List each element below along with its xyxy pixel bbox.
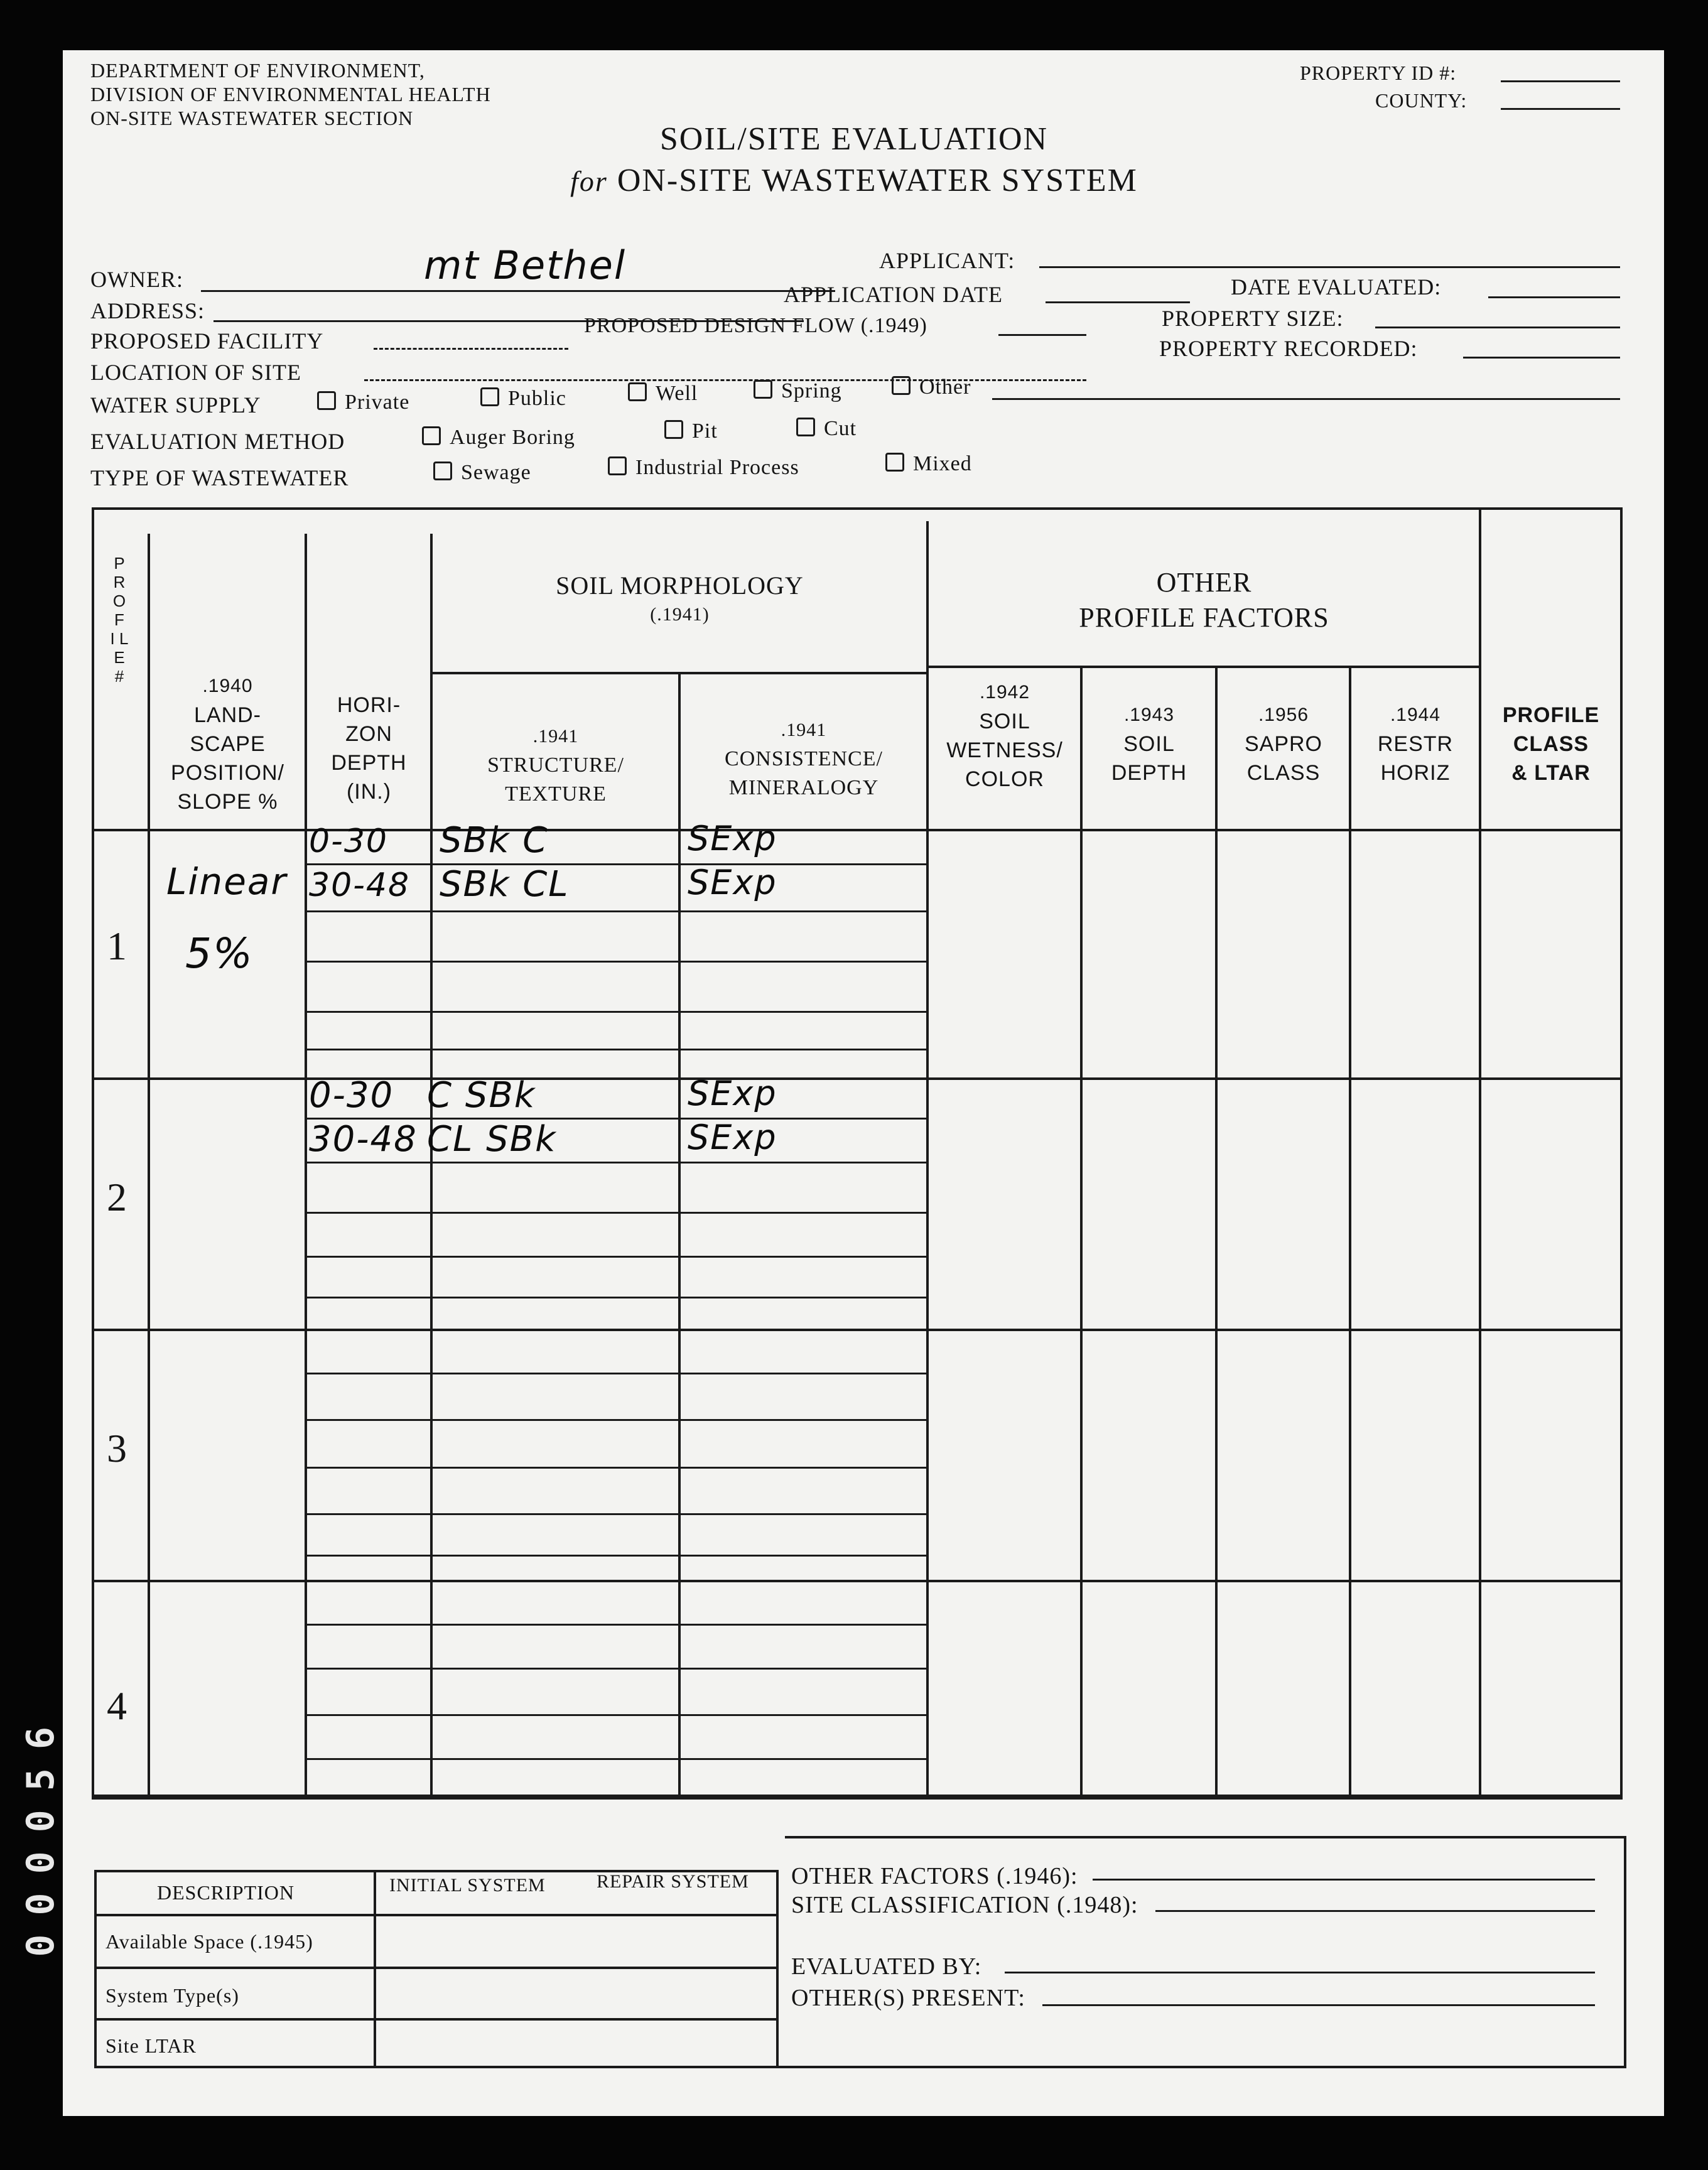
horizon-row-line bbox=[305, 1297, 926, 1298]
restr-horiz-header: .1944 RESTR HORIZ bbox=[1377, 704, 1454, 785]
soil-morphology-header: SOIL MORPHOLOGY (.1941) bbox=[556, 571, 804, 625]
table-right-border bbox=[1620, 507, 1623, 1797]
profile-number: 3 bbox=[107, 1426, 127, 1471]
address-label: ADDRESS: bbox=[90, 298, 205, 323]
table-top-border bbox=[92, 507, 1623, 510]
date-evaluated-field[interactable] bbox=[1488, 296, 1620, 298]
header-sub-line bbox=[926, 666, 1479, 668]
col-line bbox=[1215, 666, 1218, 1797]
method-cut[interactable]: Cut bbox=[796, 417, 857, 441]
owner-value: mt Bethel bbox=[424, 242, 627, 288]
system-type-label: System Type(s) bbox=[105, 1984, 239, 2007]
checkbox-icon bbox=[480, 387, 499, 406]
profile-1-row-2-structure: SBk CL bbox=[440, 864, 570, 905]
other-factors-label: OTHER FACTORS (.1946): bbox=[791, 1863, 1078, 1889]
checkbox-icon bbox=[664, 420, 683, 439]
profile-1-row-1-consistence: SExp bbox=[688, 819, 777, 858]
horizon-row-line bbox=[305, 1624, 926, 1626]
property-recorded-label: PROPERTY RECORDED: bbox=[1159, 336, 1418, 361]
water-supply-spring[interactable]: Spring bbox=[754, 379, 842, 403]
checkbox-icon bbox=[754, 380, 772, 399]
section-line: ON-SITE WASTEWATER SECTION bbox=[90, 107, 414, 129]
application-date-label: APPLICATION DATE bbox=[784, 282, 1003, 307]
checkbox-icon bbox=[317, 391, 336, 410]
owner-field[interactable] bbox=[201, 290, 835, 292]
horizon-row-line bbox=[305, 1758, 926, 1760]
col-line bbox=[305, 534, 307, 1797]
design-flow-field[interactable] bbox=[998, 334, 1086, 336]
property-id-field[interactable] bbox=[1501, 80, 1620, 82]
horizon-row-line bbox=[305, 1668, 926, 1670]
profile-1-landscape: Linear bbox=[166, 860, 288, 903]
checkbox-icon bbox=[422, 426, 441, 445]
col-line bbox=[148, 534, 150, 1797]
checkbox-icon bbox=[628, 382, 647, 401]
table-left-border bbox=[92, 507, 94, 1797]
profile-separator bbox=[92, 1329, 1623, 1331]
other-profile-factors-header: OTHER PROFILE FACTORS bbox=[1079, 567, 1329, 633]
wastewater-industrial[interactable]: Industrial Process bbox=[608, 456, 799, 480]
header-sub-line bbox=[430, 672, 926, 674]
subtitle-for: for bbox=[570, 165, 608, 197]
initial-system-header: INITIAL SYSTEM bbox=[389, 1875, 546, 1896]
summary-line bbox=[94, 1914, 779, 1916]
wastewater-sewage[interactable]: Sewage bbox=[433, 461, 531, 485]
water-supply-private[interactable]: Private bbox=[317, 391, 409, 414]
form-page bbox=[63, 50, 1664, 2116]
profile-separator bbox=[92, 1580, 1623, 1582]
county-field[interactable] bbox=[1501, 108, 1620, 110]
evaluated-by-field[interactable] bbox=[1005, 1972, 1595, 1973]
others-present-field[interactable] bbox=[1042, 2004, 1595, 2006]
col-line bbox=[1349, 666, 1351, 1797]
profile-2-row-2-structure: CL SBk bbox=[427, 1119, 557, 1160]
col-line bbox=[1479, 509, 1481, 1797]
summary-line bbox=[374, 1870, 376, 2067]
col-line bbox=[926, 521, 929, 1797]
form-title: SOIL/SITE EVALUATION bbox=[659, 121, 1049, 157]
checkbox-icon bbox=[608, 456, 627, 475]
summary-line bbox=[1624, 1836, 1626, 2066]
profile-number: 2 bbox=[107, 1175, 127, 1219]
property-size-label: PROPERTY SIZE: bbox=[1162, 306, 1344, 331]
horizon-row-line bbox=[305, 1513, 926, 1515]
method-pit[interactable]: Pit bbox=[664, 419, 718, 443]
profile-2-row-1-depth: 0-30 bbox=[309, 1075, 394, 1116]
horizon-depth-header: HORI- ZON DEPTH (IN.) bbox=[331, 693, 407, 804]
water-supply-other[interactable]: Other bbox=[892, 375, 971, 399]
profile-2-row-2-depth: 30-48 bbox=[309, 1119, 418, 1160]
evaluated-by-label: EVALUATED BY: bbox=[791, 1953, 982, 1980]
checkbox-icon bbox=[892, 376, 911, 395]
profile-1-row-2-depth: 30-48 bbox=[309, 866, 411, 904]
location-label: LOCATION OF SITE bbox=[90, 360, 301, 385]
repair-system-header: REPAIR SYSTEM bbox=[597, 1871, 749, 1892]
owner-label: OWNER: bbox=[90, 267, 183, 292]
horizon-row-line bbox=[305, 961, 926, 963]
sapro-class-header: .1956 SAPRO CLASS bbox=[1244, 704, 1323, 785]
profile-header: P R O F I L E # bbox=[110, 554, 129, 686]
water-supply-other-field[interactable] bbox=[992, 398, 1620, 400]
checkbox-icon bbox=[433, 462, 452, 480]
county-label: COUNTY: bbox=[1375, 89, 1467, 112]
available-space-label: Available Space (.1945) bbox=[105, 1930, 313, 1953]
horizon-row-line bbox=[305, 1256, 926, 1258]
summary-line bbox=[785, 1836, 1626, 1838]
profile-1-row-1-depth: 0-30 bbox=[309, 823, 389, 860]
landscape-header: .1940 LAND- SCAPE POSITION/ SLOPE % bbox=[171, 676, 284, 814]
location-field[interactable] bbox=[364, 379, 1086, 381]
profile-class-header: PROFILE CLASS & LTAR bbox=[1502, 703, 1600, 785]
profile-number: 4 bbox=[107, 1683, 127, 1728]
summary-line bbox=[94, 2066, 779, 2068]
col-line bbox=[1080, 666, 1083, 1797]
summary-line bbox=[94, 1870, 97, 2067]
method-auger-boring[interactable]: Auger Boring bbox=[422, 426, 575, 450]
form-subtitle bbox=[414, 162, 1294, 199]
summary-line bbox=[94, 1967, 779, 1969]
col-line bbox=[678, 672, 681, 1797]
col-line bbox=[430, 534, 433, 1797]
profile-2-row-2-consistence: SExp bbox=[688, 1118, 777, 1157]
wastewater-mixed[interactable]: Mixed bbox=[885, 452, 972, 476]
department-line: DEPARTMENT OF ENVIRONMENT, bbox=[90, 59, 425, 82]
profile-1-row-2-consistence: SExp bbox=[688, 863, 777, 902]
description-header: DESCRIPTION bbox=[157, 1881, 295, 1904]
others-present-label: OTHER(S) PRESENT: bbox=[791, 1985, 1025, 2011]
profile-1-row-1-structure: SBk C bbox=[440, 820, 549, 861]
water-supply-label: WATER SUPPLY bbox=[90, 392, 261, 418]
date-evaluated-label: DATE EVALUATED: bbox=[1231, 274, 1442, 300]
profile-number: 1 bbox=[107, 924, 127, 968]
design-flow-label: PROPOSED DESIGN FLOW (.1949) bbox=[584, 314, 927, 337]
margin-stamp: 000056 bbox=[19, 1708, 63, 1957]
other-factors-field[interactable] bbox=[1093, 1879, 1595, 1881]
property-id-label: PROPERTY ID #: bbox=[1300, 62, 1457, 84]
site-classification-label: SITE CLASSIFICATION (.1948): bbox=[791, 1892, 1138, 1918]
wastewater-type-label: TYPE OF WASTEWATER bbox=[90, 465, 349, 490]
horizon-row-line bbox=[305, 910, 926, 912]
applicant-label: APPLICANT: bbox=[879, 248, 1015, 273]
horizon-row-line bbox=[305, 1419, 926, 1421]
property-size-field[interactable] bbox=[1375, 327, 1620, 328]
structure-texture-header: .1941 STRUCTURE/ TEXTURE bbox=[487, 726, 624, 806]
summary-line bbox=[776, 1870, 779, 2067]
site-classification-field[interactable] bbox=[1155, 1910, 1595, 1912]
horizon-row-line bbox=[305, 1467, 926, 1469]
subtitle-main: ON-SITE WASTEWATER SYSTEM bbox=[617, 163, 1138, 198]
horizon-row-line bbox=[305, 1555, 926, 1557]
proposed-facility-label: PROPOSED FACILITY bbox=[90, 328, 324, 354]
horizon-row-line bbox=[305, 1011, 926, 1013]
proposed-facility-field[interactable] bbox=[374, 348, 568, 350]
table-bottom-border bbox=[92, 1795, 1623, 1800]
horizon-row-line bbox=[305, 1714, 926, 1716]
water-supply-well[interactable]: Well bbox=[628, 382, 698, 406]
profile-2-row-1-consistence: SExp bbox=[688, 1074, 777, 1113]
site-ltar-label: Site LTAR bbox=[105, 2034, 197, 2057]
soil-wetness-header: .1942 SOIL WETNESS/ COLOR bbox=[946, 682, 1063, 791]
summary-line bbox=[776, 2066, 1626, 2068]
profile-1-slope: 5% bbox=[185, 929, 254, 978]
water-supply-public[interactable]: Public bbox=[480, 387, 566, 411]
profile-2-row-1-structure: C SBk bbox=[427, 1075, 536, 1116]
property-recorded-field[interactable] bbox=[1463, 357, 1620, 359]
checkbox-icon bbox=[885, 453, 904, 472]
summary-line bbox=[94, 2018, 779, 2021]
application-date-field[interactable] bbox=[1046, 301, 1190, 303]
division-line: DIVISION OF ENVIRONMENTAL HEALTH bbox=[90, 83, 491, 105]
horizon-row-line bbox=[305, 1162, 926, 1163]
applicant-field[interactable] bbox=[1039, 266, 1620, 268]
horizon-row-line bbox=[305, 1049, 926, 1050]
checkbox-icon bbox=[796, 418, 815, 436]
consistence-mineralogy-header: .1941 CONSISTENCE/ MINERALOGY bbox=[725, 720, 883, 799]
evaluation-method-label: EVALUATION METHOD bbox=[90, 429, 345, 454]
horizon-row-line bbox=[305, 1373, 926, 1374]
horizon-row-line bbox=[305, 863, 926, 865]
soil-depth-header: .1943 SOIL DEPTH bbox=[1111, 704, 1187, 785]
horizon-row-line bbox=[305, 1212, 926, 1214]
